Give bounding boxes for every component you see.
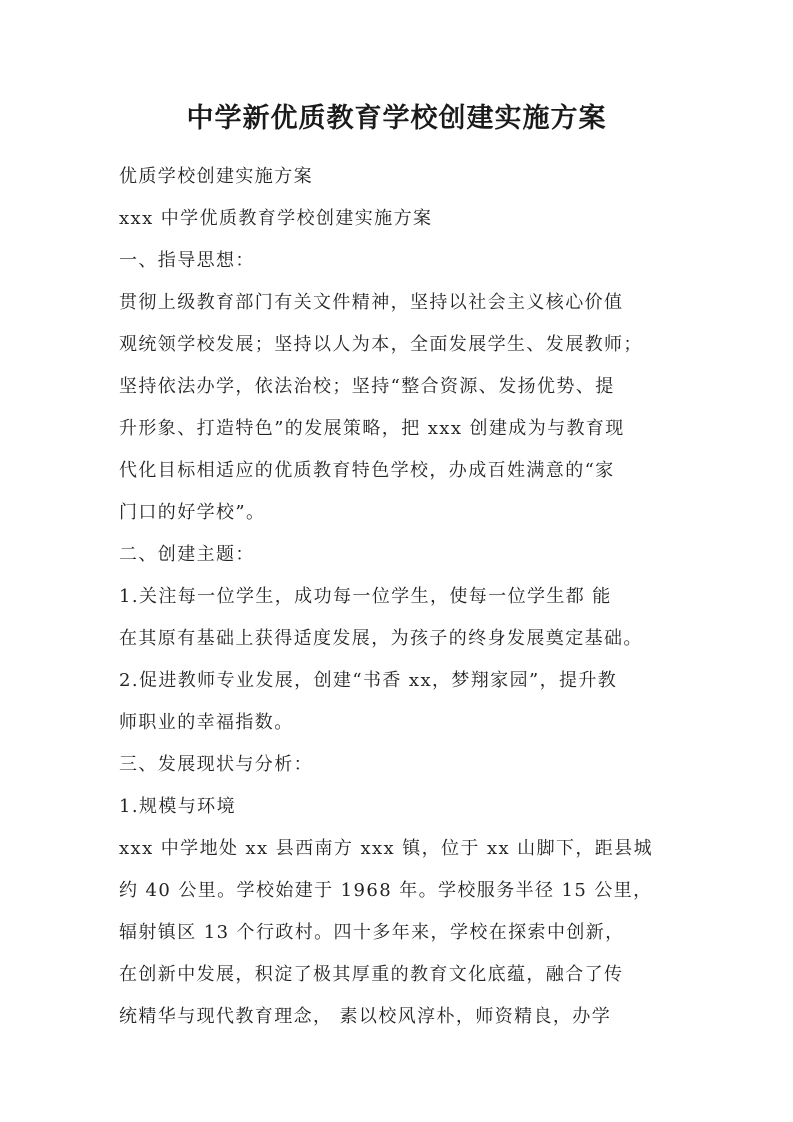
section-heading-status-analysis: 三、发展现状与分析：	[119, 754, 313, 775]
document-body	[119, 156, 689, 1038]
paragraph-line: 统精华与现代教育理念， 素以校风淳朴，师资精良，办学	[119, 1006, 612, 1027]
paragraph-line: 代化目标相适应的优质教育特色学校，办成百姓满意的“家	[119, 460, 615, 481]
section-heading-guiding-ideology: 一、指导思想：	[119, 250, 255, 271]
list-item-line: 1.关注每一位学生，成功每一位学生，使每一位学生都 能	[119, 586, 612, 607]
subsection-heading-scale-environment: 1.规模与环境	[119, 796, 236, 817]
document-title: 中学新优质教育学校创建实施方案	[186, 103, 607, 134]
list-item-line: 在其原有基础上获得适度发展，为孩子的终身发展奠定基础。	[119, 628, 643, 649]
paragraph-line: 辐射镇区 13 个行政村。四十多年来，学校在探索中创新，	[119, 922, 625, 943]
paragraph-line: 坚持依法办学，依法治校；坚持“整合资源、发扬优势、提	[119, 376, 615, 397]
paragraph-line: 在创新中发展，积淀了极其厚重的教育文化底蕴，融合了传	[119, 964, 624, 985]
list-item-line: 2.促进教师专业发展，创建“书香 xx，梦翔家园”，提升教	[119, 670, 618, 691]
paragraph-line: 贯彻上级教育部门有关文件精神，坚持以社会主义核心价值	[119, 292, 624, 313]
section-heading-creation-theme: 二、创建主题：	[119, 544, 255, 565]
plan-name-line: xxx 中学优质教育学校创建实施方案	[119, 208, 433, 229]
paragraph-line: 升形象、打造特色”的发展策略，把 xxx 创建成为与教育现	[119, 418, 625, 439]
paragraph-line: 约 40 公里。学校始建于 1968 年。学校服务半径 15 公里，	[119, 880, 653, 901]
subtitle-line: 优质学校创建实施方案	[119, 166, 313, 187]
paragraph-line: 观统领学校发展；坚持以人为本，全面发展学生、发展教师；	[119, 334, 643, 355]
paragraph-line: xxx 中学地处 xx 县西南方 xxx 镇，位于 xx 山脚下，距县城	[119, 838, 653, 859]
list-item-line: 师职业的幸福指数。	[119, 712, 294, 733]
paragraph-line: 门口的好学校”。	[119, 502, 266, 523]
